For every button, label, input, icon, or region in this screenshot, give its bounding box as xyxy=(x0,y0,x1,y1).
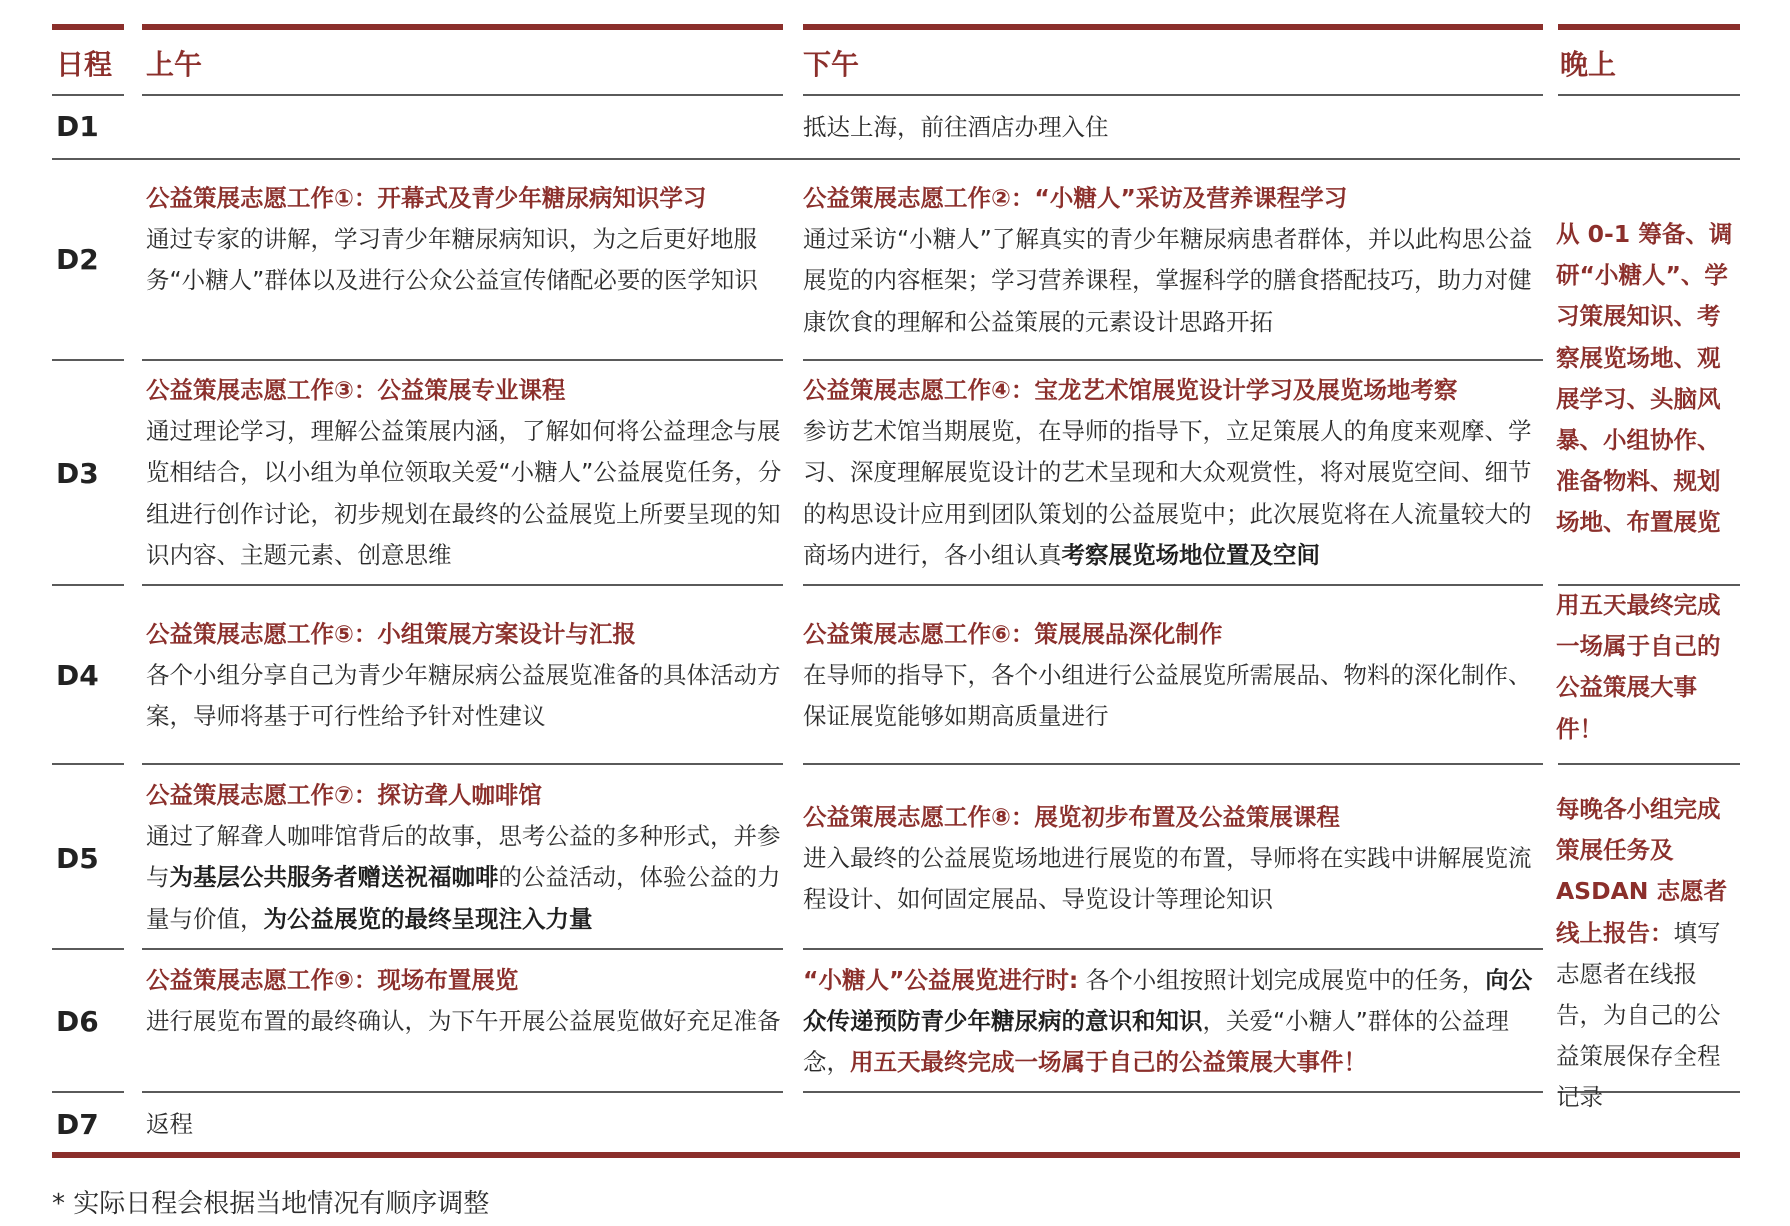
d4-afternoon-title: 公益策展志愿工作⑥：策展展品深化制作 xyxy=(803,620,1223,648)
header-bar-afternoon xyxy=(803,24,1543,30)
divider xyxy=(142,359,783,361)
divider xyxy=(1558,158,1740,160)
footnote: * 实际日程会根据当地情况有顺序调整 xyxy=(52,1189,490,1219)
header-afternoon: 下午 xyxy=(803,48,860,81)
divider xyxy=(142,763,783,765)
d4-morning-text: 各个小组分享自己为青少年糖尿病公益展览准备的具体活动方案，导师将基于可行性给予针对性建议 xyxy=(146,661,781,731)
divider xyxy=(52,94,124,96)
divider xyxy=(803,584,1543,586)
d2-morning-title: 公益策展志愿工作①：开幕式及青少年糖尿病知识学习 xyxy=(146,184,707,212)
d2-morning xyxy=(146,178,782,302)
d5-morning-title: 公益策展志愿工作⑦：探访聋人咖啡馆 xyxy=(146,781,542,809)
d3-morning-text: 通过理论学习，理解公益策展内涵，了解如何将公益理念与展览相结合，以小组为单位领取关爱“小糖人”公益展览任务，分组进行创作讨论，初步规划在最终的公益展览上所要呈现的知识内容、主题元素、创意思维 xyxy=(146,417,782,569)
d5-morning-bold2: 为公益展览的最终呈现注入力量 xyxy=(263,904,593,933)
day-label-d1: D1 xyxy=(56,110,99,143)
d1-afternoon: 抵达上海，前往酒店办理入住 xyxy=(803,113,1109,141)
d6-morning xyxy=(146,960,782,1042)
d5-morning-bold1: 为基层公共服务者赠送祝福咖啡 xyxy=(169,863,499,892)
d5-morning-text1: 通过了解聋人咖啡馆背后的故事，思考公益的多种形式，并参与 xyxy=(146,822,781,892)
d6-afternoon xyxy=(803,960,1538,1084)
day-label-d4: D4 xyxy=(56,659,99,692)
d5-morning-text2: 的公益活动，体验公益的力量与价值， xyxy=(146,863,781,933)
header-bar-morning xyxy=(142,24,783,30)
divider xyxy=(52,359,124,361)
divider xyxy=(52,948,124,950)
d5-afternoon xyxy=(803,797,1538,921)
divider xyxy=(52,584,124,586)
divider xyxy=(803,1091,1543,1093)
d6-afternoon-red: 用五天最终完成一场属于自己的公益策展大事件！ xyxy=(850,1048,1367,1077)
d6-afternoon-title: “小糖人”公益展览进行时: xyxy=(803,966,1079,994)
divider xyxy=(52,158,1740,160)
divider xyxy=(142,94,783,96)
bottom-bar xyxy=(52,1152,1740,1158)
d4-afternoon-text: 在导师的指导下，各个小组进行公益展览所需展品、物料的深化制作、保证展览能够如期高质量进行 xyxy=(803,661,1532,731)
d5-afternoon-title: 公益策展志愿工作⑧：展览初步布置及公益策展课程 xyxy=(803,803,1340,831)
d4-morning-title: 公益策展志愿工作⑤：小组策展方案设计与汇报 xyxy=(146,620,636,648)
d4-afternoon xyxy=(803,614,1538,738)
evening-block-1 xyxy=(1556,214,1738,544)
header-bar-evening xyxy=(1558,24,1740,30)
header-evening: 晚上 xyxy=(1560,48,1617,81)
header-bar-day xyxy=(52,24,124,30)
d2-afternoon xyxy=(803,178,1538,343)
evening-block-2-text: 用五天最终完成一场属于自己的公益策展大事件！ xyxy=(1556,591,1721,743)
evening-block-2 xyxy=(1556,585,1738,750)
d3-afternoon-text: 参访艺术馆当期展览，在导师的指导下，立足策展人的角度来观摩、学习、深度理解展览设计的艺术呈现和大众观赏性，将对展览空间、细节的构思设计应用到团队策划的公益展览中；此次展览将在人流量较大的商场内进行，各小组认真 xyxy=(803,417,1532,569)
d3-afternoon-title: 公益策展志愿工作④：宝龙艺术馆展览设计学习及展览场地考察 xyxy=(803,376,1458,404)
day-label-d5: D5 xyxy=(56,842,99,875)
d6-afternoon-text2: ，关爱“小糖人”群体的公益理念， xyxy=(803,1007,1509,1077)
divider xyxy=(52,763,124,765)
d6-afternoon-bold1: 向公众传递预防青少年糖尿病的意识和知识 xyxy=(803,966,1533,1036)
d5-afternoon-text: 进入最终的公益展览场地进行展览的布置，导师将在实践中讲解展览流程设计、如何固定展品、导览设计等理论知识 xyxy=(803,844,1532,914)
evening-block-3-title: 每晚各小组完成策展任务及 ASDAN 志愿者线上报告： xyxy=(1556,795,1728,947)
evening-block-3-text: 填写志愿者在线报告，为自己的公益策展保存全程记录 xyxy=(1556,918,1721,1112)
evening-block-3 xyxy=(1556,789,1738,1119)
d5-morning xyxy=(146,775,782,940)
day-label-d7: D7 xyxy=(56,1108,99,1141)
divider xyxy=(142,584,783,586)
divider xyxy=(803,948,1543,950)
d6-afternoon-text1: 各个小组按照计划完成展览中的任务， xyxy=(1078,966,1486,994)
day-label-d2: D2 xyxy=(56,243,99,276)
header-morning: 上午 xyxy=(146,48,203,81)
divider xyxy=(1558,94,1740,96)
divider xyxy=(803,763,1543,765)
d3-morning xyxy=(146,370,782,576)
divider xyxy=(803,94,1543,96)
d4-morning xyxy=(146,614,782,738)
d3-morning-title: 公益策展志愿工作③：公益策展专业课程 xyxy=(146,376,566,404)
d2-afternoon-title: 公益策展志愿工作②：“小糖人”采访及营养课程学习 xyxy=(803,184,1348,212)
day-label-d3: D3 xyxy=(56,457,99,490)
d3-afternoon xyxy=(803,370,1538,576)
day-label-d6: D6 xyxy=(56,1005,99,1038)
divider xyxy=(803,359,1543,361)
d2-morning-text: 通过专家的讲解，学习青少年糖尿病知识，为之后更好地服务“小糖人”群体以及进行公众公益宣传储配必要的医学知识 xyxy=(146,225,758,295)
d2-afternoon-text: 通过采访“小糖人”了解真实的青少年糖尿病患者群体，并以此构思公益展览的内容框架；学习营养课程，掌握科学的膳食搭配技巧，助力对健康饮食的理解和公益策展的元素设计思路开拓 xyxy=(803,225,1533,336)
divider xyxy=(52,1091,124,1093)
divider xyxy=(1558,763,1740,765)
evening-block-1-text: 从 0-1 筹备、调研“小糖人”、学习策展知识、考察展览场地、观展学习、头脑风暴、小组协作、准备物料、规划场地、布置展览 xyxy=(1556,220,1733,537)
d7-morning: 返程 xyxy=(146,1110,193,1138)
d6-morning-title: 公益策展志愿工作⑨：现场布置展览 xyxy=(146,966,519,994)
divider xyxy=(142,948,783,950)
d3-afternoon-bold: 考察展览场地位置及空间 xyxy=(1061,540,1320,569)
d6-morning-text: 进行展览布置的最终确认，为下午开展公益展览做好充足准备 xyxy=(146,1007,781,1036)
divider xyxy=(142,1091,783,1093)
header-day: 日程 xyxy=(56,48,113,81)
